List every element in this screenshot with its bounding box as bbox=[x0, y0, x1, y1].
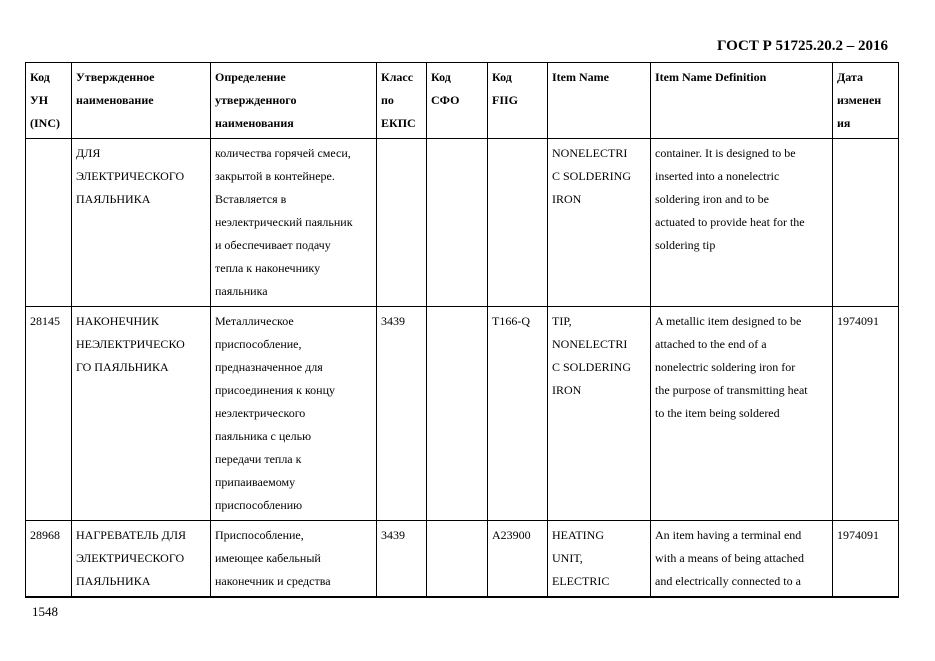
col-item-name-cell bbox=[548, 307, 651, 521]
col-date-changed-cell bbox=[833, 307, 899, 521]
cell-text-line: НЕЭЛЕКТРИЧЕСКО bbox=[76, 337, 185, 351]
table-row bbox=[26, 307, 899, 521]
cell-text-line: закрытой в контейнере. bbox=[215, 169, 335, 183]
cell-text-line: nonelectric soldering iron for bbox=[655, 360, 796, 374]
header-line: Класс bbox=[381, 70, 414, 84]
cell-text-line: НАКОНЕЧНИК bbox=[76, 314, 159, 328]
cell-text-line: and electrically connected to a bbox=[655, 574, 801, 588]
cell-text-line: Металлическое bbox=[215, 314, 294, 328]
cell-text-line: NONELECTRI bbox=[552, 337, 628, 351]
header-line: (INC) bbox=[30, 116, 60, 130]
col-code-sfo-cell bbox=[427, 521, 488, 598]
cell-text-line: IRON bbox=[552, 192, 582, 206]
col-item-name-header bbox=[548, 63, 651, 139]
cell-text-line: Вставляется в bbox=[215, 192, 287, 206]
cell-text-line: soldering iron and to be bbox=[655, 192, 769, 206]
header-line: УН bbox=[30, 93, 49, 107]
cell-text-line: 1974091 bbox=[837, 528, 879, 542]
cell-text-line: TIP, bbox=[552, 314, 572, 328]
cell-text-line: приспособлению bbox=[215, 498, 303, 512]
col-class-ekps-cell bbox=[377, 307, 427, 521]
cell-text-line: to the item being soldered bbox=[655, 406, 780, 420]
cell-text-line: T166-Q bbox=[492, 314, 530, 328]
cell-text-line: ГО ПАЯЛЬНИКА bbox=[76, 360, 169, 374]
cell-text-line: припаиваемому bbox=[215, 475, 296, 489]
col-definition-cell bbox=[211, 307, 377, 521]
header-line: ЕКПС bbox=[381, 116, 416, 130]
cell-text-line: ПАЯЛЬНИКА bbox=[76, 192, 151, 206]
header-line: Код bbox=[492, 70, 512, 84]
cell-text-line: наконечник и средства bbox=[215, 574, 331, 588]
cell-text-line: A metallic item designed to be bbox=[655, 314, 802, 328]
cell-text-line: UNIT, bbox=[552, 551, 583, 565]
cell-text-line: container. It is designed to be bbox=[655, 146, 796, 160]
cell-text-line: C SOLDERING bbox=[552, 360, 632, 374]
cell-text-line: 28968 bbox=[30, 528, 60, 542]
col-code-fiig-cell bbox=[488, 139, 548, 307]
cell-text-line: ELECTRIC bbox=[552, 574, 610, 588]
cell-text-line: ЭЛЕКТРИЧЕСКОГО bbox=[76, 169, 185, 183]
cell-text-line: 1974091 bbox=[837, 314, 879, 328]
cell-text-line: NONELECTRI bbox=[552, 146, 628, 160]
col-item-name-cell bbox=[548, 139, 651, 307]
cell-text-line: ДЛЯ bbox=[76, 146, 101, 160]
table-body bbox=[26, 139, 899, 598]
page-number: 1548 bbox=[32, 604, 58, 619]
cell-text-line: имеющее кабельный bbox=[215, 551, 321, 565]
cell-text-line: A23900 bbox=[492, 528, 531, 542]
header-line: Дата bbox=[837, 70, 863, 84]
cell-text-line: присоединения к концу bbox=[215, 383, 336, 397]
col-item-name-definition-cell bbox=[651, 307, 833, 521]
col-code-fiig-header bbox=[488, 63, 548, 139]
cell-text-line: паяльника с целью bbox=[215, 429, 312, 443]
header-line: СФО bbox=[431, 93, 460, 107]
cell-text-line: количества горячей смеси, bbox=[215, 146, 351, 160]
cell-text-line: 3439 bbox=[381, 528, 405, 542]
cell-text-line: приспособление, bbox=[215, 337, 302, 351]
header-line: утвержденного bbox=[215, 93, 297, 107]
table-row bbox=[26, 521, 899, 598]
cell-text-line: предназначенное для bbox=[215, 360, 323, 374]
col-date-changed-header bbox=[833, 63, 899, 139]
col-class-ekps-header bbox=[377, 63, 427, 139]
cell-text-line: the purpose of transmitting heat bbox=[655, 383, 808, 397]
cell-text-line: Приспособление, bbox=[215, 528, 304, 542]
col-item-name-definition-header bbox=[651, 63, 833, 139]
col-approved-name-cell bbox=[72, 307, 211, 521]
header-line: по bbox=[381, 93, 394, 107]
cell-text-line: 28145 bbox=[30, 314, 60, 328]
cell-text-line: HEATING bbox=[552, 528, 604, 542]
table-row bbox=[26, 139, 899, 307]
col-code-fiig-cell bbox=[488, 521, 548, 598]
header-line: наименование bbox=[76, 93, 154, 107]
col-code-fiig-cell bbox=[488, 307, 548, 521]
cell-text-line: тепла к наконечнику bbox=[215, 261, 321, 275]
cell-text-line: паяльника bbox=[215, 284, 268, 298]
col-item-name-definition-cell bbox=[651, 139, 833, 307]
cell-text-line: inserted into a nonelectric bbox=[655, 169, 780, 183]
header-line: Item Name Definition bbox=[655, 70, 767, 84]
catalog-table bbox=[25, 62, 899, 598]
cell-text-line: 3439 bbox=[381, 314, 405, 328]
col-code-sfo-cell bbox=[427, 139, 488, 307]
table-header-row bbox=[26, 63, 899, 139]
header-line: Код bbox=[30, 70, 50, 84]
header-line: Определение bbox=[215, 70, 286, 84]
cell-text-line: передачи тепла к bbox=[215, 452, 302, 466]
cell-text-line: неэлектрического bbox=[215, 406, 306, 420]
cell-text-line: НАГРЕВАТЕЛЬ ДЛЯ bbox=[76, 528, 186, 542]
header-line: Код bbox=[431, 70, 451, 84]
header-line: наименования bbox=[215, 116, 294, 130]
col-approved-name-cell bbox=[72, 521, 211, 598]
header-line: Утвержденное bbox=[76, 70, 155, 84]
cell-text-line: soldering tip bbox=[655, 238, 716, 252]
cell-text-line: actuated to provide heat for the bbox=[655, 215, 805, 229]
header-line: Item Name bbox=[552, 70, 609, 84]
col-approved-name-header bbox=[72, 63, 211, 139]
cell-text-line: ЭЛЕКТРИЧЕСКОГО bbox=[76, 551, 185, 565]
cell-text-line: An item having a terminal end bbox=[655, 528, 802, 542]
cell-text-line: неэлектрический паяльник bbox=[215, 215, 353, 229]
col-code-inc-header bbox=[26, 63, 72, 139]
header-line: ия bbox=[837, 116, 851, 130]
col-item-name-definition-cell bbox=[651, 521, 833, 598]
col-definition-header bbox=[211, 63, 377, 139]
col-code-inc-cell bbox=[26, 139, 72, 307]
col-code-inc-cell bbox=[26, 307, 72, 521]
header-line: изменен bbox=[837, 93, 882, 107]
col-class-ekps-cell bbox=[377, 521, 427, 598]
col-date-changed-cell bbox=[833, 521, 899, 598]
header-line: FIIG bbox=[492, 93, 519, 107]
col-item-name-cell bbox=[548, 521, 651, 598]
document-standard-header: ГОСТ Р 51725.20.2 – 2016 bbox=[716, 38, 888, 54]
cell-text-line: C SOLDERING bbox=[552, 169, 632, 183]
col-code-sfo-header bbox=[427, 63, 488, 139]
cell-text-line: ПАЯЛЬНИКА bbox=[76, 574, 151, 588]
col-code-sfo-cell bbox=[427, 307, 488, 521]
col-definition-cell bbox=[211, 521, 377, 598]
col-class-ekps-cell bbox=[377, 139, 427, 307]
col-date-changed-cell bbox=[833, 139, 899, 307]
cell-text-line: IRON bbox=[552, 383, 582, 397]
col-approved-name-cell bbox=[72, 139, 211, 307]
cell-text-line: attached to the end of a bbox=[655, 337, 767, 351]
col-definition-cell bbox=[211, 139, 377, 307]
cell-text-line: with a means of being attached bbox=[655, 551, 804, 565]
cell-text-line: и обеспечивает подачу bbox=[215, 238, 331, 252]
col-code-inc-cell bbox=[26, 521, 72, 598]
